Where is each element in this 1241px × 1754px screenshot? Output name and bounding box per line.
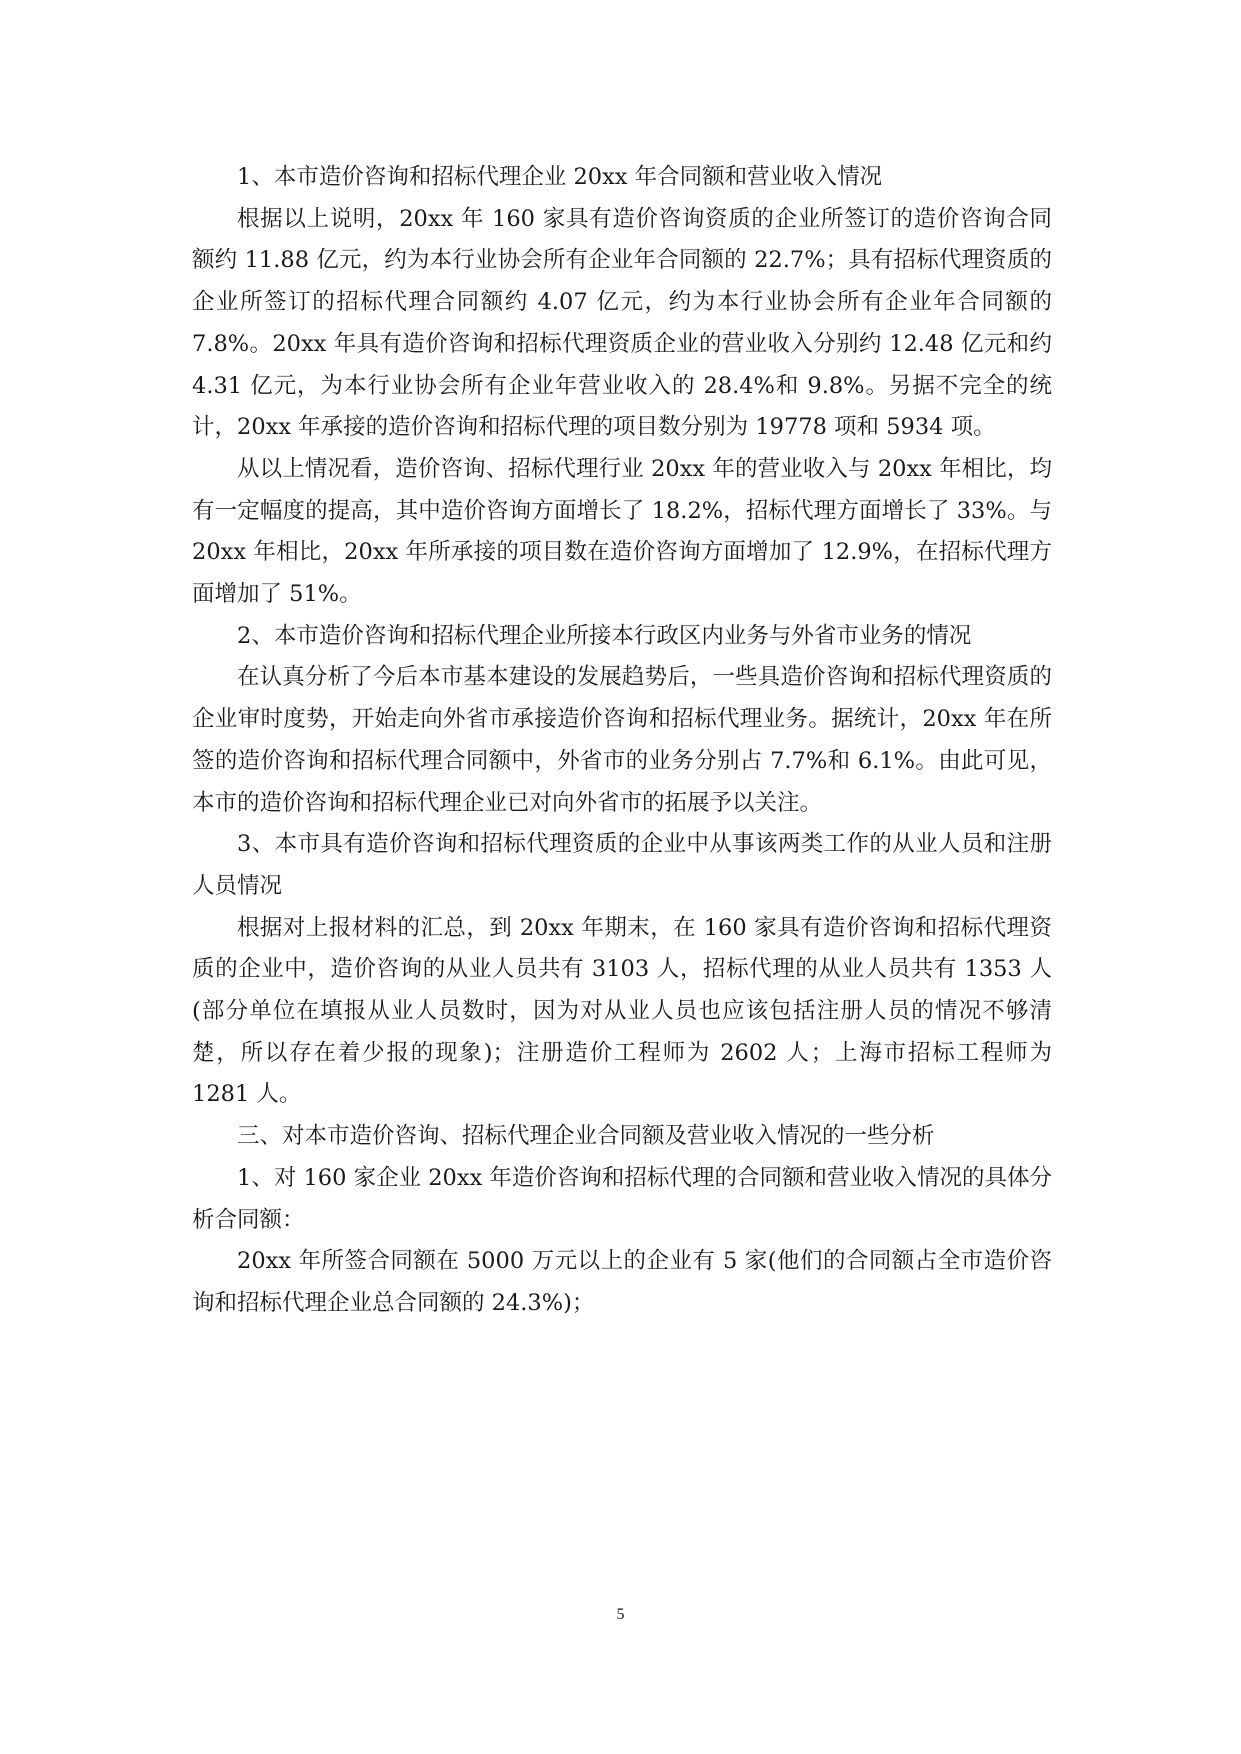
paragraph-section-three-heading: 三、对本市造价咨询、招标代理企业合同额及营业收入情况的一些分析 [237,1123,935,1150]
paragraph-growth-comparison: 从以上情况看，造价咨询、招标代理行业 20xx 年的营业收入与 20xx 年相比，均有一定幅度的提高，其中造价咨询方面增长了 18.2%，招标代理方面增长了 33%。与 20xx 年相比，20xx 年所承接的项目数在造价咨询方面增加了 12.9%，在招标代理方面增加了 51%。 [192,455,1052,608]
paragraph-staff-statistics: 根据对上报材料的汇总，到 20xx 年期末，在 160 家具有造价咨询和招标代理资质的企业中，造价咨询的从业人员共有 3103 人，招标代理的从业人员共有 1353 人(部分单位在填报从业人员数时，因为对从业人员也应该包括注册人员的情况不够清楚，所以存在着少报的现象)；注册造价工程师为 2602 人；上海市招标工程师为 1281 人。 [192,914,1052,1108]
paragraph-large-contracts: 20xx 年所签合同额在 5000 万元以上的企业有 5 家(他们的合同额占全市造价咨询和招标代理企业总合同额的 24.3%)； [192,1248,1052,1316]
paragraph-section-1-heading: 1、本市造价咨询和招标代理企业 20xx 年合同额和营业收入情况 [237,164,883,190]
paragraph-section-2-heading: 2、本市造价咨询和招标代理企业所接本行政区内业务与外省市业务的情况 [237,622,972,649]
paragraph-section-3-heading: 3、本市具有造价咨询和招标代理资质的企业中从事该两类工作的从业人员和注册人员情况 [192,831,1052,899]
paragraph-analysis-intro: 1、对 160 家企业 20xx 年造价咨询和招标代理的合同额和营业收入情况的具体分析合同额： [192,1164,1052,1233]
document-body [192,157,1052,1325]
paragraph-contract-revenue: 根据以上说明，20xx 年 160 家具有造价咨询资质的企业所签订的造价咨询合同额约 11.88 亿元，约为本行业协会所有企业年合同额的 22.7%；具有招标代理资质的企业所签订的招标代理合同额约 4.07 亿元，约为本行业协会所有企业年合同额的 7.8%。20xx 年具有造价咨询和招标代理资质企业的营业收入分别约 12.48 亿元和约 4.31 亿元，为本行业协会所有企业年营业收入的 28.4%和 9.8%。另据不完全的统计，20xx 年承接的造价咨询和招标代理的项目数分别为 19778 项和 5934 项。 [192,205,1052,441]
page-number: 5 [616,1606,625,1623]
paragraph-out-of-province-business: 在认真分析了今后本市基本建设的发展趋势后，一些具造价咨询和招标代理资质的企业审时度势，开始走向外省市承接造价咨询和招标代理业务。据统计，20xx 年在所签的造价咨询和招标代理合同额中，外省市的业务分别占 7.7%和 6.1%。由此可见，本市的造价咨询和招标代理企业已对向外省市的拓展予以关注。 [192,664,1052,816]
